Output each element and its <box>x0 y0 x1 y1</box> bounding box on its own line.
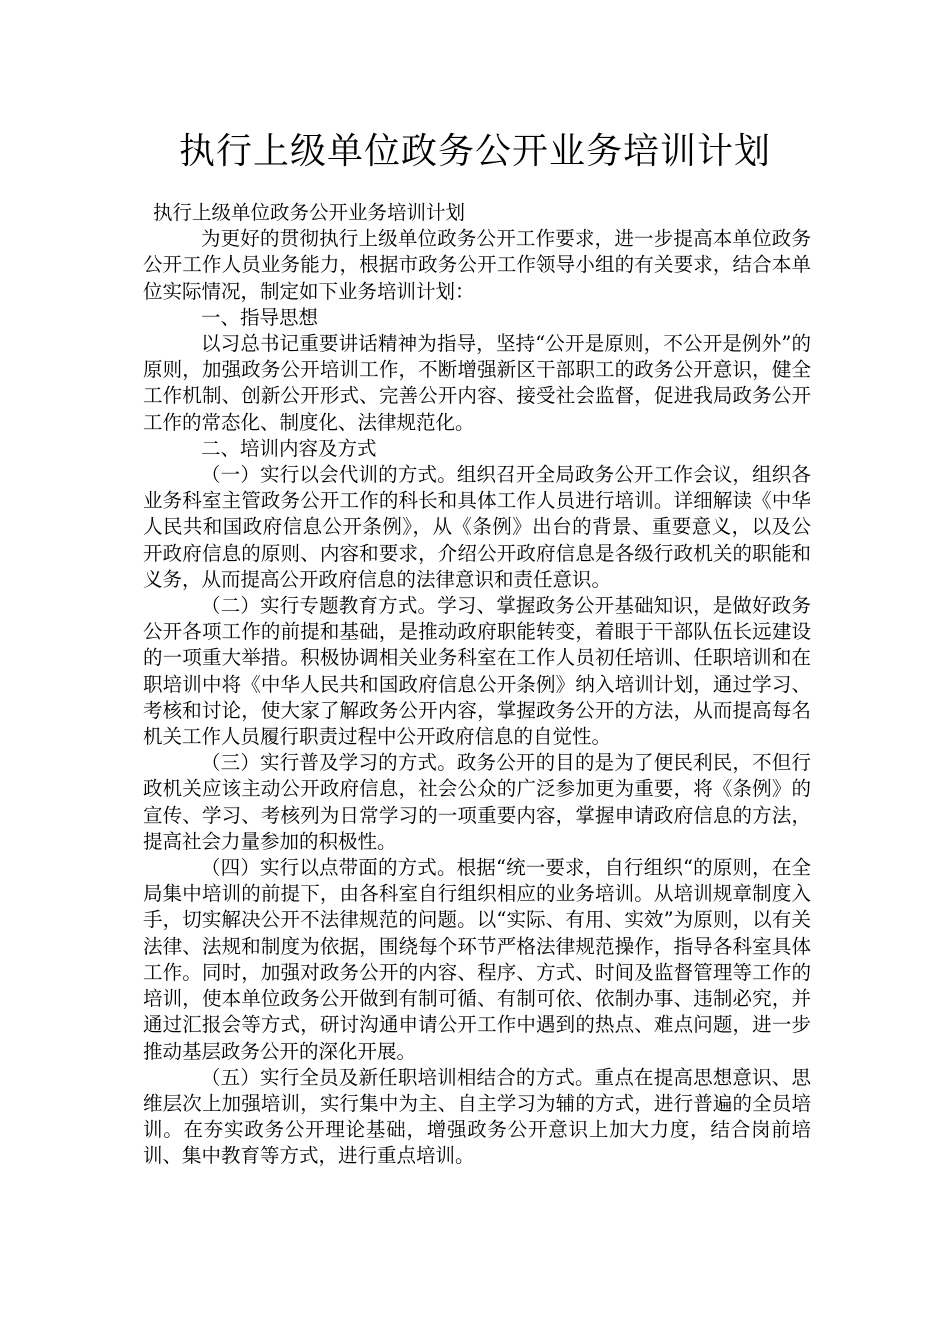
document-body <box>143 200 811 1170</box>
section-heading-training-content: 二、培训内容及方式 <box>201 436 377 460</box>
method-5-paragraph: （五）实行全员及新任职培训相结合的方式。重点在提高思想意识、思维层次上加强培训，实行集中为主、自主学习为辅的方式，进行普遍的全员培训。在夯实政务公开理论基础，增强政务公开意识上加大力度，结合岗前培训、集中教育等方式，进行重点培训。 <box>143 1065 811 1168</box>
method-4-paragraph: （四）实行以点带面的方式。根据“统一要求，自行组织“的原则，在全局集中培训的前提下，由各科室自行组织相应的业务培训。从培训规章制度入手，切实解决公开不法律规范的问题。以“实际、有用、实效”为原则，以有关法律、法规和制度为依据，围绕每个环节严格法律规范操作，指导各科室具体工作。同时，加强对政务公开的内容、程序、方式、时间及监督管理等工作的培训，使本单位政务公开做到有制可循、有制可依、依制办事、违制必究，并通过汇报会等方式，研讨沟通申请公开工作中遇到的热点、难点问题，进一步推动基层政务公开的深化开展。 <box>143 856 811 1063</box>
document-title: 执行上级单位政务公开业务培训计划 <box>178 131 771 172</box>
method-1-paragraph: （一）实行以会代训的方式。组织召开全局政务公开工作会议，组织各业务科室主管政务公开工作的科长和具体工作人员进行培训。详细解读《中华人民共和国政府信息公开条例》，从《条例》出台的背景、重要意义，以及公开政府信息的原则、内容和要求，介绍公开政府信息是各级行政机关的职能和义务，从而提高公开政府信息的法律意识和责任意识。 <box>143 463 811 591</box>
method-3-paragraph: （三）实行普及学习的方式。政务公开的目的是为了便民利民，不但行政机关应该主动公开政府信息，社会公众的广泛参加更为重要，将《条例》的宣传、学习、考核列为日常学习的一项重要内容，掌握申请政府信息的方法，提高社会力量参加的积极性。 <box>143 751 811 853</box>
method-2-paragraph: （二）实行专题教育方式。学习、掌握政务公开基础知识，是做好政务公开各项工作的前提和基础，是推动政府职能转变，着眼于干部队伍长远建设的一项重大举措。积极协调相关业务科室在工作人员初任培训、任职培训和在职培训中将《中华人民共和国政府信息公开条例》纳入培训计划，通过学习、考核和讨论，使大家了解政务公开内容，掌握政务公开的方法，从而提高每名机关工作人员履行职责过程中公开政府信息的自觉性。 <box>143 594 811 749</box>
document-subtitle: 执行上级单位政务公开业务培训计划 <box>153 201 466 224</box>
guiding-ideology-paragraph: 以习总书记重要讲话精神为指导，坚持“公开是原则，不公开是例外”的原则，加强政务公开培训工作，不断增强新区干部职工的政务公开意识，健全工作机制、创新公开形式、完善公开内容、接受社会监督，促进我局政务公开工作的常态化、制度化、法律规范化。 <box>143 332 811 434</box>
intro-paragraph: 为更好的贯彻执行上级单位政务公开工作要求，进一步提高本单位政务公开工作人员业务能力，根据市政务公开工作领导小组的有关要求，结合本单位实际情况，制定如下业务培训计划： <box>143 227 811 303</box>
section-heading-guiding-ideology: 一、指导思想 <box>201 305 319 329</box>
